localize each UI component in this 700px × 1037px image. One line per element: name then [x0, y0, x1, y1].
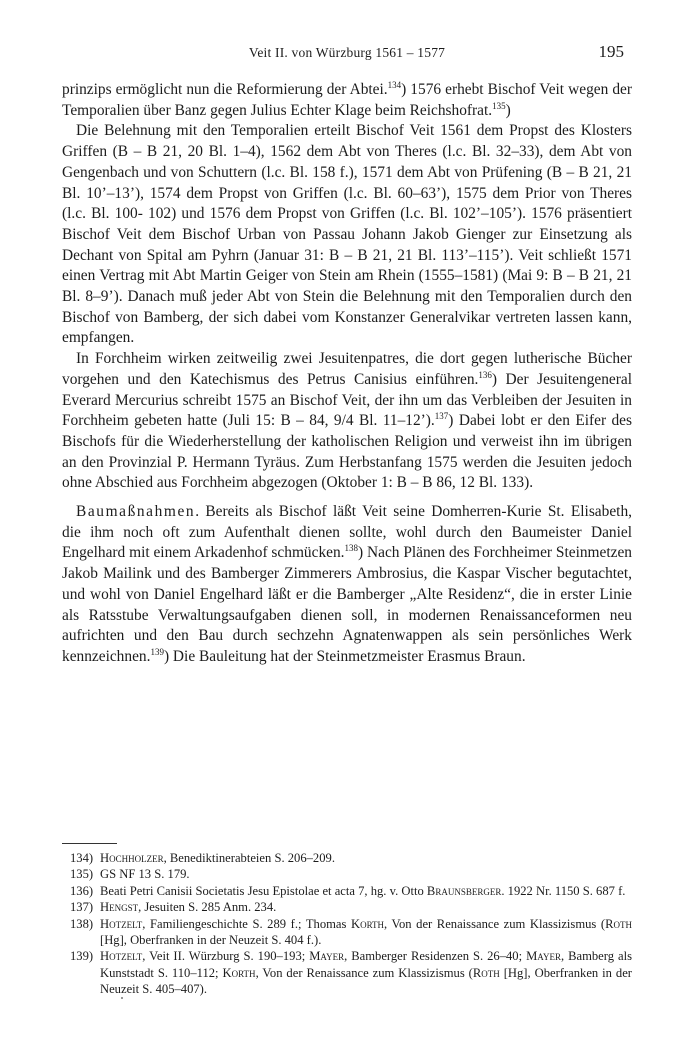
- author-name: Hotzelt: [100, 916, 143, 931]
- footnote: 137) Hengst, Jesuiten S. 285 Anm. 234.: [70, 900, 277, 915]
- footnote-ref: 136: [478, 369, 492, 380]
- author-name: Roth: [605, 916, 632, 931]
- author-name: Hengst: [100, 900, 139, 915]
- scan-speck: [121, 997, 123, 999]
- footnote-ref: 139: [150, 646, 164, 657]
- footnote-number: 135): [70, 867, 94, 882]
- footnote-ref: 134: [387, 79, 402, 90]
- footnote: 135) GS NF 13 S. 179.: [70, 867, 190, 882]
- section-heading: Baumaßnahmen: [76, 503, 196, 521]
- footnote-number: 139): [70, 949, 94, 964]
- paragraph-text: . Bereits als Bischof läßt Veit seine Domherren-Kurie St. Elisabeth, die ihm noch oft zum Aufenthalt dienen sollte, wohl durch den Baumeister Daniel Engelhard mit einem Arkadenhof schmücken.$^{138}$) Nach Plänen des Forchheimer Steinmetzen Jakob Mailink und des Bamberger Zimmerers Ambrosius, die Kaspar Vischer begutachtet, und wohl von Daniel Engelhard läßt er die Bamberger „Alte Residenz“, die in erster Linie als Ratsstube Verwaltungsaufgaben dienen soll, in modernen Renaissanceformen neu aufrichten und den Bau durch sechzehn Agnatenwappen als sein persönliches Werk kennzeichnen.$^{139}$) Die Bauleitung hat der Steinmetzmeister Erasmus Braun.: [62, 503, 632, 665]
- footnote: 136) Beati Petri Canisii Societatis Jesu Epistolae et acta 7, hg. v. Otto Braunsberger. 1922 Nr. 1150 S. 687 f.: [70, 883, 626, 898]
- footnote-number: 136): [70, 883, 94, 898]
- footnote-number: 137): [70, 900, 94, 915]
- paragraph: In Forchheim wirken zeitweilig zwei Jesuitenpatres, die dort gegen lutherische Bücher vorgehen und den Katechismus des Petrus Canisius einführen.$^{136}$) Der Jesuitengeneral Everard Mercurius schreibt 1575 an Bischof Veit, der ihn um das Verbleiben der Jesuiten in Forchheim gebeten hatte (Juli 15: B – 84, 9/4 Bl. 11–12’).$^{137}$) Dabei lobt er den Eifer des Bischofs für die Wiederherstellung der katholischen Religion und verweist ihn im übrigen an den Provinzial P. Hermann Tyräus. Zum Herbstanfang 1575 werden die Jesuiten jedoch ohne Abschied aus Forchheim abgezogen (Oktober 1: B – B 86, 12 Bl. 133).: [62, 350, 632, 492]
- footnote: 134) Hochholzer, Benediktinerabteien S. 206–209.: [70, 851, 335, 865]
- author-name: Mayer: [526, 949, 561, 964]
- author-name: Mayer: [309, 949, 345, 964]
- running-head: [62, 42, 632, 67]
- paragraph: prinzips ermöglicht nun die Reformierung der Abtei.$^{134}$) 1576 erhebt Bischof Veit wegen der Temporalien über Banz gegen Julius Echter Klage beim Reichshofrat.$^{135}$): [62, 79, 632, 119]
- paragraph-baumassnahmen: [62, 502, 632, 668]
- book-page: [62, 0, 632, 1037]
- footnote-rule: [62, 843, 117, 844]
- author-name: Braunsberger: [426, 883, 502, 898]
- footnote-ref: 135: [492, 100, 506, 111]
- body-text: [62, 80, 632, 668]
- footnote-number: 134): [70, 851, 94, 865]
- author-name: Roth: [472, 965, 500, 980]
- author-name: Hochholzer: [100, 851, 164, 865]
- footnote-ref: 138: [344, 543, 359, 554]
- footnote: 138) Hotzelt, Familiengeschichte S. 289 f.; Thomas Korth, Von der Renaissance zum Klassizismus (Roth [Hg], Oberfranken in der Neuzeit S. 404 f.).: [70, 916, 632, 948]
- footnote-ref: 137: [434, 411, 449, 422]
- footnotes: [62, 850, 632, 998]
- footnote-number: 138): [70, 916, 94, 931]
- author-name: Korth: [222, 965, 256, 980]
- author-name: Hotzelt: [100, 949, 143, 964]
- paragraph: Die Belehnung mit den Temporalien erteilt Bischof Veit 1561 dem Propst des Klosters Griffen (B – B 21, 20 Bl. 1–4), 1562 dem Abt von Theres (l.c. Bl. 32–33), dem Abt von Gengenbach und von Schuttern (l.c. Bl. 158 f.), 1571 dem Abt von Prüfening (B – B 21, 21 Bl. 10’–13’), 1574 dem Propst von Griffen (l.c. Bl. 60–63’), 1575 dem Prior von Theres (l.c. Bl. 100- 102) und 1576 dem Propst von Griffen (l.c. Bl. 102’–105’). 1576 präsentiert Bischof Veit dem Bischof Urban von Passau Johann Jakob Gienger zur Einsetzung als Dechant von Spital am Pyhrn (Januar 31: B – B 21, 21 Bl. 113’–115’). Veit schließt 1571 einen Vertrag mit Abt Martin Geiger von Stein am Rhein (1555–1581) (Mai 9: B – B 21, 21 Bl. 8–9’). Danach muß jeder Abt von Stein die Belehnung mit den Temporalien durch den Bischof von Bamberg, der sich dabei vom Konstanzer Generalvikar vertreten lassen kann, empfangen.: [62, 122, 632, 347]
- footnote: 139) Hotzelt, Veit II. Würzburg S. 190–193; Mayer, Bamberger Residenzen S. 26–40; Mayer, Bamberg als Kunststadt S. 110–112; Korth, Von der Renaissance zum Klassizismus (Roth [Hg], Oberfranken in der Neuzeit S. 405–407).: [70, 949, 632, 997]
- page-number: 195: [598, 42, 624, 61]
- author-name: Korth: [350, 916, 385, 931]
- running-head-title: Veit II. von Würzburg 1561 – 1577: [248, 45, 446, 60]
